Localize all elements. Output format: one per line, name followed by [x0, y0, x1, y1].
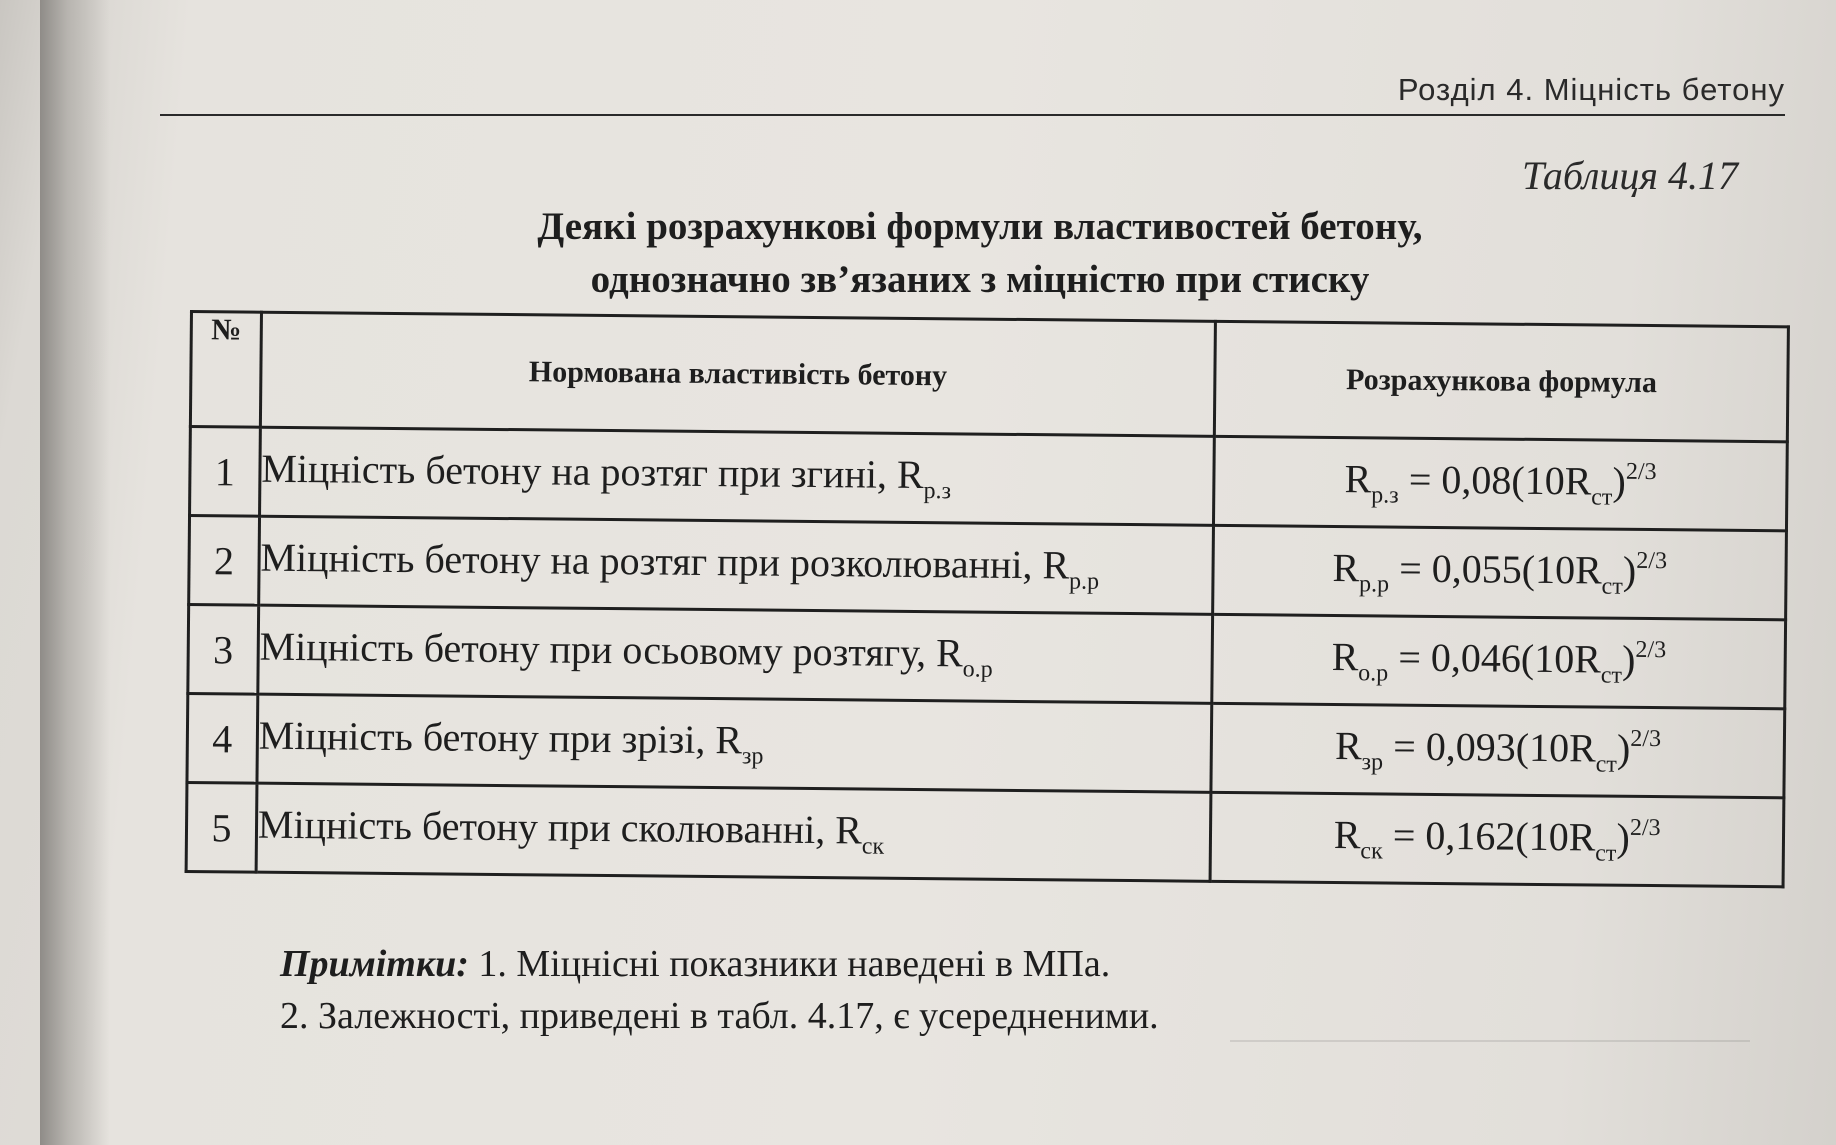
formula-equation: = 0,08(10R	[1398, 456, 1592, 504]
formula-equation: = 0,055(10R	[1389, 545, 1603, 593]
header-number: №	[190, 312, 261, 428]
formula-exponent: 2/3	[1636, 547, 1668, 575]
row-number: 4	[187, 693, 258, 783]
formula-exponent: 2/3	[1629, 814, 1661, 842]
show-through-shadow	[1230, 1040, 1750, 1142]
formula-close: )	[1616, 814, 1631, 860]
table-row	[186, 782, 1784, 886]
formula-close: )	[1616, 725, 1631, 771]
property-cell	[257, 694, 1212, 792]
formula-subscript-st: ст	[1595, 840, 1617, 867]
table-title-line-1: Деякі розрахункові формули властивостей бетону,	[537, 205, 1423, 248]
property-cell	[259, 516, 1214, 614]
book-page	[40, 0, 1836, 1145]
property-subscript: о.р	[962, 656, 993, 683]
table-row	[188, 605, 1786, 709]
formula-equation: = 0,046(10R	[1388, 634, 1602, 682]
property-text: Міцність бетону на розтяг при розколюванні, R	[260, 534, 1070, 588]
row-number: 3	[188, 605, 259, 695]
formula-equation: = 0,093(10R	[1383, 723, 1597, 771]
formula-symbol: R	[1332, 544, 1360, 591]
property-cell	[256, 783, 1211, 881]
formula-symbol: R	[1331, 633, 1359, 680]
header-formula: Розрахункова формула	[1215, 321, 1789, 441]
property-subscript: зр	[741, 743, 764, 770]
row-number: 1	[190, 427, 261, 517]
notes-label: Примітки:	[280, 943, 469, 985]
property-subscript: р.р	[1068, 568, 1100, 595]
formula-cell	[1211, 703, 1784, 797]
property-subscript: р.з	[923, 478, 952, 505]
formula-close: )	[1622, 547, 1637, 593]
formula-subscript: зр	[1361, 749, 1384, 776]
formula-cell	[1212, 614, 1785, 708]
formula-close: )	[1621, 636, 1636, 682]
property-text: Міцність бетону при осьовому розтягу, R	[259, 623, 964, 676]
formula-subscript-st: ст	[1601, 573, 1623, 600]
note-line-2: 2. Залежності, приведені в табл. 4.17, є усередненими.	[280, 995, 1159, 1037]
running-head	[160, 68, 1785, 116]
table-number-label: Таблиця 4.17	[1522, 153, 1738, 198]
formula-symbol: R	[1334, 723, 1362, 769]
formula-subscript: р.р	[1358, 571, 1390, 598]
row-number: 5	[186, 782, 257, 872]
table-header-row	[190, 312, 1788, 442]
binding-shadow	[40, 0, 110, 1145]
table-row	[187, 693, 1785, 797]
formula-exponent: 2/3	[1625, 458, 1657, 486]
formula-subscript: р.з	[1371, 482, 1399, 509]
formula-exponent: 2/3	[1630, 725, 1662, 753]
formula-symbol: R	[1333, 812, 1361, 858]
table-row	[189, 516, 1787, 620]
formula-cell	[1210, 792, 1783, 886]
property-cell	[259, 427, 1214, 525]
formula-subscript-st: ст	[1600, 662, 1623, 689]
formula-subscript-st: ст	[1591, 484, 1613, 511]
property-text: Міцність бетону на розтяг при згині, R	[261, 445, 924, 498]
formula-close: )	[1612, 458, 1627, 504]
formula-symbol: R	[1344, 456, 1372, 502]
property-subscript: ск	[861, 833, 885, 860]
header-property: Нормована властивість бетону	[260, 312, 1216, 436]
formula-exponent: 2/3	[1635, 636, 1667, 664]
formulas-table	[185, 310, 1790, 888]
property-cell	[258, 605, 1213, 703]
formula-subscript: ск	[1360, 838, 1383, 865]
property-text: Міцність бетону при зрізі, R	[258, 712, 743, 763]
row-number: 2	[189, 516, 260, 606]
formula-subscript: о.р	[1358, 660, 1389, 687]
table-row	[190, 427, 1788, 531]
formula-cell	[1213, 525, 1786, 619]
note-1-text: 1. Міцнісні показники наведені в МПа.	[468, 943, 1111, 985]
formula-cell	[1214, 436, 1787, 530]
formula-subscript-st: ст	[1595, 751, 1617, 778]
formula-equation: = 0,162(10R	[1382, 812, 1596, 860]
table-title	[420, 200, 1540, 306]
note-line-1	[280, 938, 1159, 990]
running-head-title: Розділ 4. Міцність бетону	[1397, 72, 1785, 107]
table-notes	[280, 938, 1159, 1042]
property-text: Міцність бетону при сколюванні, R	[257, 801, 863, 853]
table-title-line-2: однозначно зв’язаних з міцністю при стиску	[590, 258, 1370, 301]
